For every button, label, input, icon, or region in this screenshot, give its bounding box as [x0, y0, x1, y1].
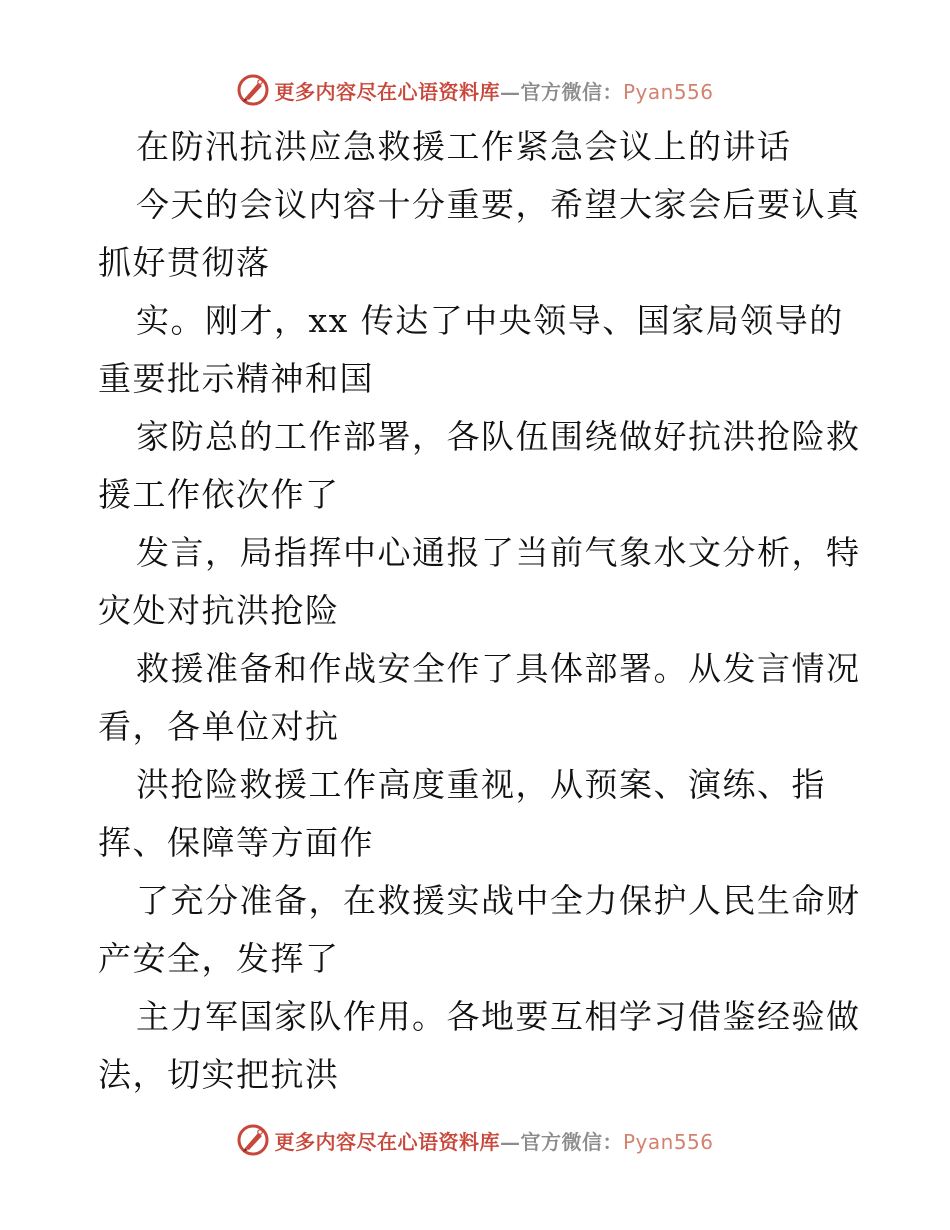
pen-circle-icon [236, 73, 270, 107]
body-line: 看，各单位对抗 [98, 707, 340, 746]
banner-dash: — [499, 1129, 521, 1154]
body-line: 抓好贯彻落 [98, 243, 271, 282]
body-line: 实。刚才，xx 传达了中央领导、国家局领导的 [136, 301, 844, 340]
banner-wechat-label: 官方微信： [520, 79, 623, 104]
banner-text [274, 1126, 713, 1155]
banner-site-text: 更多内容尽在心语资料库 [274, 79, 500, 104]
body-line: 发言，局指挥中心通报了当前气象水文分析，特 [136, 533, 861, 572]
body-line: 援工作依次作了 [98, 475, 340, 514]
banner-text [274, 76, 713, 105]
banner-dash: — [499, 79, 521, 104]
body-line: 今天的会议内容十分重要，希望大家会后要认真 [136, 185, 861, 224]
body-line: 重要批示精神和国 [98, 359, 374, 398]
banner-site-text: 更多内容尽在心语资料库 [274, 1129, 500, 1154]
header-banner [0, 70, 950, 110]
banner-wechat-label: 官方微信： [520, 1129, 623, 1154]
pen-circle-icon [236, 1123, 270, 1157]
body-line: 产安全，发挥了 [98, 939, 340, 978]
document-body [98, 118, 861, 1104]
body-line: 法，切实把抗洪 [98, 1055, 340, 1094]
body-line: 救援准备和作战安全作了具体部署。从发言情况 [136, 649, 861, 688]
body-line: 挥、保障等方面作 [98, 823, 374, 862]
body-line: 灾处对抗洪抢险 [98, 591, 340, 630]
body-line: 了充分准备，在救援实战中全力保护人民生命财 [136, 881, 861, 920]
banner-wechat-id: Pyan556 [622, 79, 714, 104]
body-line: 洪抢险救援工作高度重视，从预案、演练、指 [136, 765, 826, 804]
body-line: 主力军国家队作用。各地要互相学习借鉴经验做 [136, 997, 861, 1036]
banner-wechat-id: Pyan556 [622, 1129, 714, 1154]
document-title: 在防汛抗洪应急救援工作紧急会议上的讲话 [136, 127, 792, 166]
footer-banner [0, 1120, 950, 1160]
body-line: 家防总的工作部署，各队伍围绕做好抗洪抢险救 [136, 417, 861, 456]
